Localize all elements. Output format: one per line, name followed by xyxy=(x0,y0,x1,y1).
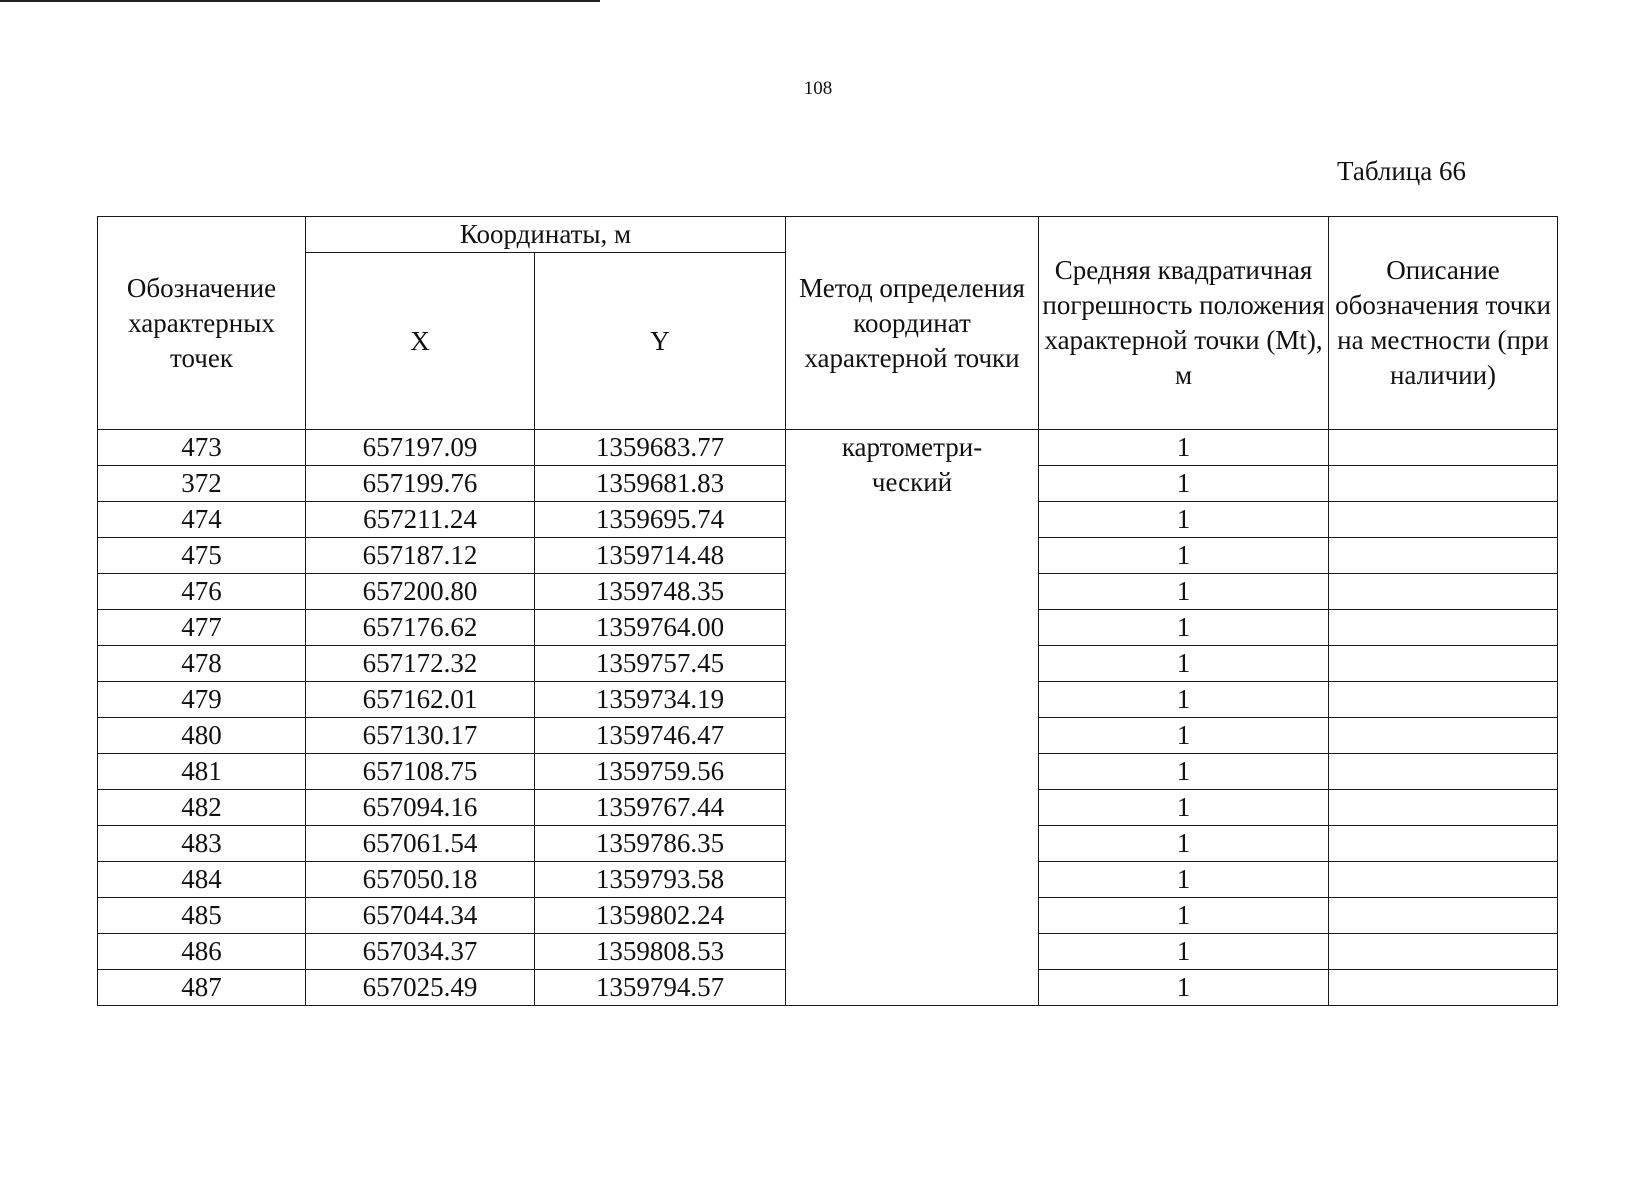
cell-point: 473 xyxy=(98,430,306,466)
cell-method: картометри- ческий xyxy=(786,430,1039,1006)
cell-x: 657025.49 xyxy=(306,970,535,1006)
header-method: Метод определения координат характерной точки xyxy=(786,217,1039,430)
cell-description xyxy=(1329,862,1558,898)
cell-y: 1359681.83 xyxy=(535,466,786,502)
page-number: 108 xyxy=(803,78,833,99)
cell-description xyxy=(1329,826,1558,862)
cell-point: 483 xyxy=(98,826,306,862)
cell-description xyxy=(1329,610,1558,646)
cell-y: 1359786.35 xyxy=(535,826,786,862)
cell-x: 657200.80 xyxy=(306,574,535,610)
cell-point: 482 xyxy=(98,790,306,826)
cell-error: 1 xyxy=(1039,718,1329,754)
cell-description xyxy=(1329,790,1558,826)
cell-y: 1359794.57 xyxy=(535,970,786,1006)
cell-error: 1 xyxy=(1039,826,1329,862)
cell-description xyxy=(1329,898,1558,934)
cell-point: 484 xyxy=(98,862,306,898)
cell-description xyxy=(1329,646,1558,682)
cell-y: 1359695.74 xyxy=(535,502,786,538)
cell-error: 1 xyxy=(1039,934,1329,970)
cell-error: 1 xyxy=(1039,466,1329,502)
cell-x: 657094.16 xyxy=(306,790,535,826)
cell-x: 657176.62 xyxy=(306,610,535,646)
cell-point: 479 xyxy=(98,682,306,718)
cell-y: 1359757.45 xyxy=(535,646,786,682)
cell-point: 476 xyxy=(98,574,306,610)
cell-y: 1359808.53 xyxy=(535,934,786,970)
cell-error: 1 xyxy=(1039,754,1329,790)
table-body xyxy=(98,430,1558,1006)
cell-point: 487 xyxy=(98,970,306,1006)
table-caption: Таблица 66 xyxy=(1337,156,1466,186)
cell-point: 486 xyxy=(98,934,306,970)
cell-error: 1 xyxy=(1039,610,1329,646)
cell-x: 657050.18 xyxy=(306,862,535,898)
cell-error: 1 xyxy=(1039,574,1329,610)
cell-y: 1359802.24 xyxy=(535,898,786,934)
coordinates-table xyxy=(97,216,1558,1006)
header-coordinates: Координаты, м xyxy=(306,217,786,253)
cell-x: 657034.37 xyxy=(306,934,535,970)
header-mean-square-error: Средняя квадратичная погрешность положения характерной точки (Mt), м xyxy=(1039,217,1329,430)
cell-x: 657187.12 xyxy=(306,538,535,574)
cell-y: 1359748.35 xyxy=(535,574,786,610)
cell-description xyxy=(1329,430,1558,466)
cell-x: 657108.75 xyxy=(306,754,535,790)
header-x: X xyxy=(306,253,535,430)
cell-description xyxy=(1329,502,1558,538)
cell-description xyxy=(1329,970,1558,1006)
cell-description xyxy=(1329,934,1558,970)
cell-error: 1 xyxy=(1039,646,1329,682)
cell-error: 1 xyxy=(1039,862,1329,898)
cell-description xyxy=(1329,574,1558,610)
cell-description xyxy=(1329,466,1558,502)
cell-error: 1 xyxy=(1039,682,1329,718)
cell-x: 657211.24 xyxy=(306,502,535,538)
cell-error: 1 xyxy=(1039,898,1329,934)
cell-error: 1 xyxy=(1039,538,1329,574)
cell-y: 1359746.47 xyxy=(535,718,786,754)
cell-x: 657162.01 xyxy=(306,682,535,718)
cell-description xyxy=(1329,538,1558,574)
cell-description xyxy=(1329,718,1558,754)
table-row xyxy=(98,430,1558,466)
cell-error: 1 xyxy=(1039,502,1329,538)
cell-point: 372 xyxy=(98,466,306,502)
cell-point: 480 xyxy=(98,718,306,754)
cell-point: 477 xyxy=(98,610,306,646)
header-y: Y xyxy=(535,253,786,430)
cell-point: 475 xyxy=(98,538,306,574)
cell-y: 1359683.77 xyxy=(535,430,786,466)
cell-error: 1 xyxy=(1039,430,1329,466)
cell-point: 474 xyxy=(98,502,306,538)
cell-x: 657199.76 xyxy=(306,466,535,502)
cell-y: 1359767.44 xyxy=(535,790,786,826)
cell-y: 1359714.48 xyxy=(535,538,786,574)
cell-error: 1 xyxy=(1039,970,1329,1006)
cell-point: 481 xyxy=(98,754,306,790)
cell-x: 657172.32 xyxy=(306,646,535,682)
cell-point: 485 xyxy=(98,898,306,934)
cell-description xyxy=(1329,682,1558,718)
cell-y: 1359759.56 xyxy=(535,754,786,790)
cell-y: 1359734.19 xyxy=(535,682,786,718)
cell-x: 657197.09 xyxy=(306,430,535,466)
cell-x: 657130.17 xyxy=(306,718,535,754)
cell-x: 657061.54 xyxy=(306,826,535,862)
cell-x: 657044.34 xyxy=(306,898,535,934)
cell-point: 478 xyxy=(98,646,306,682)
cell-description xyxy=(1329,754,1558,790)
scan-edge-line xyxy=(0,0,600,2)
header-point-designation: Обозначение характерных точек xyxy=(98,217,306,430)
header-description: Описание обозначения точки на местности (при наличии) xyxy=(1329,217,1558,430)
cell-y: 1359793.58 xyxy=(535,862,786,898)
cell-error: 1 xyxy=(1039,790,1329,826)
cell-y: 1359764.00 xyxy=(535,610,786,646)
